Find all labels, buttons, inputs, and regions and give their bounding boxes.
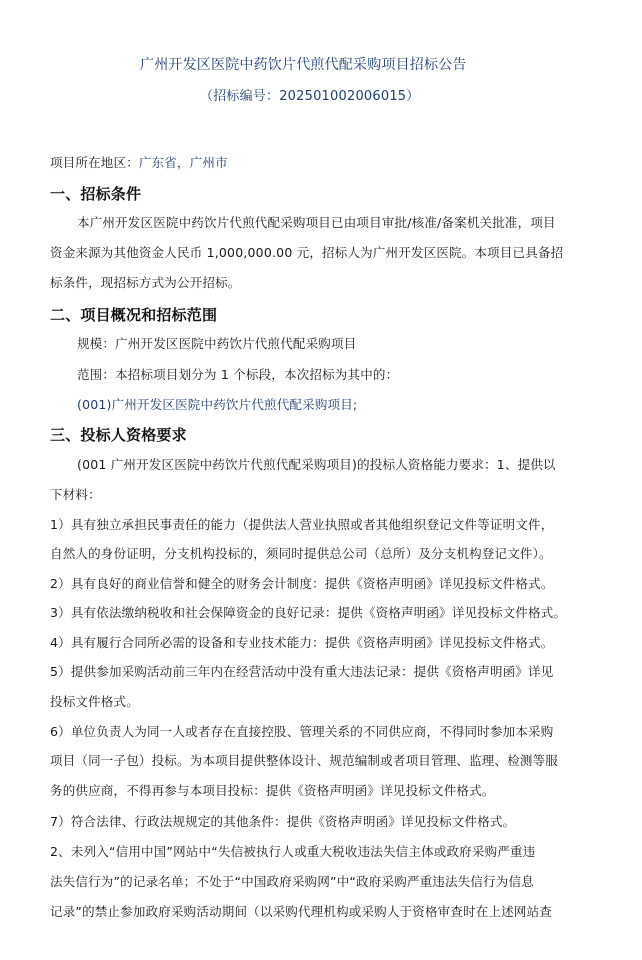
project-scale: 规模：广州开发区医院中药饮片代煎代配采购项目 bbox=[77, 336, 357, 351]
project-lot: (001)广州开发区医院中药饮片代煎代配采购项目; bbox=[77, 397, 358, 412]
region-value: 广东省，广州市 bbox=[138, 155, 228, 170]
project-region bbox=[50, 153, 228, 171]
announcement-title: 广州开发区医院中药饮片代煎代配采购项目招标公告 bbox=[140, 57, 467, 73]
region-label: 项目所在地区： bbox=[50, 155, 139, 170]
requirement-1-line-1: 1）具有独立承担民事责任的能力（提供法人营业执照或者其他组织登记文件等证明文件， bbox=[50, 517, 554, 532]
requirement-3: 3）具有依法缴纳税收和社会保障资金的良好记录：提供《资格声明函》详见投标文件格式。 bbox=[50, 605, 567, 620]
tender-number: （招标编号：202501002006015） bbox=[200, 89, 420, 104]
credit-requirement-line-1: 2、未列入“信用中国”网站中“失信被执行人或重大税收违法失信主体或政府采购严重违 bbox=[50, 844, 536, 859]
section-heading-qualifications: 三、投标人资格要求 bbox=[50, 426, 187, 444]
requirement-5-line-2: 投标文件格式。 bbox=[50, 694, 139, 709]
conditions-line-2: 资金来源为其他资金人民币 1,000,000.00 元，招标人为广州开发区医院。本项目已具备招 bbox=[50, 245, 564, 260]
credit-requirement-line-3: 记录”的禁止参加政府采购活动期间（以采购代理机构或采购人于资格审查时在上述网站查 bbox=[50, 904, 552, 919]
qualification-intro-2: 下材料： bbox=[50, 487, 101, 502]
project-scope: 范围：本招标项目划分为 1 个标段，本次招标为其中的： bbox=[77, 367, 399, 382]
requirement-4: 4）具有履行合同所必需的设备和专业技术能力：提供《资格声明函》详见投标文件格式。 bbox=[50, 635, 554, 650]
requirement-2: 2）具有良好的商业信誉和健全的财务会计制度：提供《资格声明函》详见投标文件格式。 bbox=[50, 576, 554, 591]
requirement-7: 7）符合法律、行政法规规定的其他条件：提供《资格声明函》详见投标文件格式。 bbox=[50, 814, 516, 829]
conditions-line-1: 本广州开发区医院中药饮片代煎代配采购项目已由项目审批/核准/备案机关批准，项目 bbox=[77, 215, 556, 230]
requirement-6-line-1: 6）单位负责人为同一人或者存在直接控股、管理关系的不同供应商，不得同时参加本采购 bbox=[50, 724, 554, 739]
requirement-5-line-1: 5）提供参加采购活动前三年内在经营活动中没有重大违法记录：提供《资格声明函》详见 bbox=[50, 664, 554, 679]
section-heading-conditions: 一、招标条件 bbox=[50, 185, 142, 203]
requirement-6-line-3: 务的供应商，不得再参与本项目投标：提供《资格声明函》详见投标文件格式。 bbox=[50, 783, 495, 798]
requirement-6-line-2: 项目（同一子包）投标。为本项目提供整体设计、规范编制或者项目管理、监理、检测等服 bbox=[50, 753, 559, 768]
requirement-1-line-2: 自然人的身份证明，分支机构投标的，须同时提供总公司（总所）及分支机构登记文件）。 bbox=[50, 546, 552, 561]
credit-requirement-line-2: 法失信行为”的记录名单；不处于“中国政府采购网”中“政府采购严重违法失信行为信息 bbox=[50, 874, 534, 889]
qualification-intro-1: (001 广州开发区医院中药饮片代煎代配采购项目)的投标人资格能力要求：1、提供以 bbox=[77, 457, 556, 472]
section-heading-scope: 二、项目概况和招标范围 bbox=[50, 306, 218, 324]
conditions-line-3: 标条件，现招标方式为公开招标。 bbox=[50, 275, 241, 290]
